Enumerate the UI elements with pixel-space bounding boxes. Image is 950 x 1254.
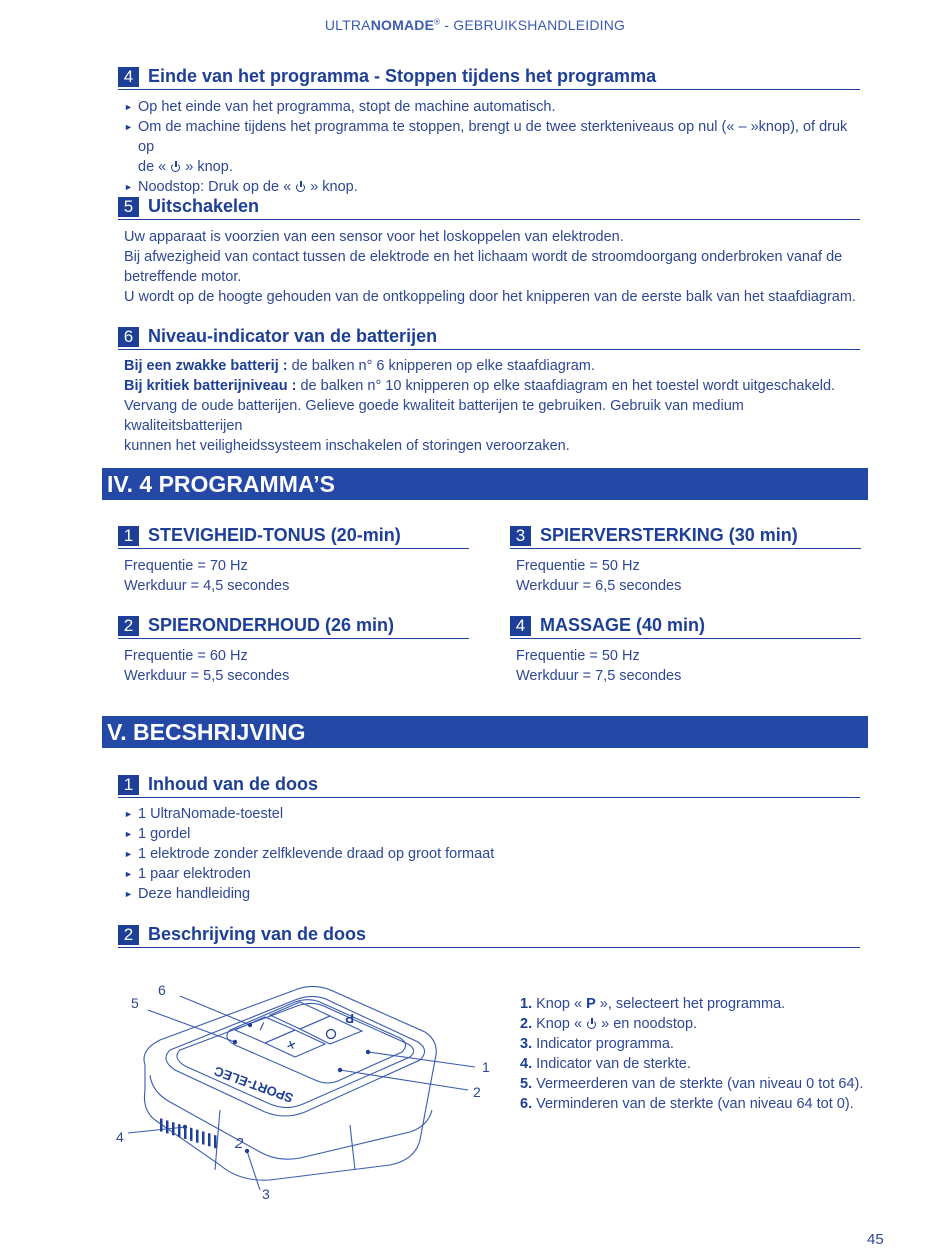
program-number: 1	[118, 526, 139, 546]
program-heading	[118, 526, 469, 549]
program-frequency: Frequentie = 60 Hz	[124, 648, 248, 664]
callout-line-3	[247, 1151, 260, 1190]
device-edge	[150, 1075, 432, 1159]
section-number: 4	[118, 67, 139, 87]
program-heading	[510, 526, 861, 549]
program-number: 3	[510, 526, 531, 546]
section-title: Einde van het programma - Stoppen tijdens het programma	[148, 66, 657, 86]
program-frequency: Frequentie = 50 Hz	[516, 648, 640, 664]
power-icon	[170, 161, 181, 172]
program-details	[516, 646, 681, 686]
page-number: 45	[867, 1231, 884, 1248]
program-title: SPIERVERSTERKING (30 min)	[540, 525, 798, 545]
power-icon	[586, 1018, 597, 1029]
program-number: 4	[510, 616, 531, 636]
section-heading-box-description	[118, 925, 860, 948]
legend-item: 5. Vermeerderen van de sterkte (van niveau 0 tot 64).	[520, 1076, 864, 1092]
program-details	[124, 646, 289, 686]
list-item: ► Noodstop: Druk op de « » knop.	[124, 177, 864, 197]
legend-item: 2. Knop « » en noodstop.	[520, 1016, 698, 1032]
paragraph-line: betreffende motor.	[124, 269, 242, 285]
legend-item: 4. Indicator van de sterkte.	[520, 1056, 691, 1072]
program-duration: Werkduur = 5,5 secondes	[124, 668, 290, 684]
power-icon	[327, 1030, 336, 1039]
section-number: 2	[118, 925, 139, 945]
device-body	[144, 986, 436, 1180]
critical-battery-label: Bij kritiek batterijniveau :	[124, 378, 297, 394]
legend-item: 1. Knop « P », selecteert het programma.	[520, 996, 786, 1012]
callout-line-4	[128, 1127, 185, 1133]
list-item: ► 1 UltraNomade-toestel	[124, 804, 494, 824]
brand-logo: SPORT-ELEC	[212, 1063, 296, 1106]
program-number: 2	[118, 616, 139, 636]
device-legend	[520, 994, 863, 1114]
program-title: MASSAGE (40 min)	[540, 615, 706, 635]
section-title: Beschrijving van de doos	[148, 924, 367, 944]
program-duration: Werkduur = 4,5 secondes	[124, 578, 290, 594]
chapter-band-programs: IV. 4 PROGRAMMA’S	[102, 468, 868, 500]
battery-text: Bij een zwakke batterij : de balken n° 6 knipperen op elke staafdiagram. Bij kritiek batterijniveau : de balken n° 10 knipperen op elke staafdiagram en het toestel wordt uitgeschakeld. Vervang de oude batterijen. Gelieve goede kwaliteit batterijen te gebruiken. Gebruik van medium kwaliteitsbatterijen kunnen het veiligheidssysteem inschakelen of storingen veroorzaken.	[124, 356, 864, 456]
program-details	[124, 556, 289, 596]
program-duration: Werkduur = 6,5 secondes	[516, 578, 682, 594]
callout-3: 3	[262, 1186, 270, 1202]
section-heading-battery	[118, 327, 860, 350]
section-number: 5	[118, 197, 139, 217]
section-number: 1	[118, 775, 139, 795]
list-item: ► Op het einde van het programma, stopt de machine automatisch.	[124, 97, 864, 117]
legend-item: 3. Indicator programma.	[520, 1036, 674, 1052]
callout-line-5	[148, 1010, 235, 1042]
header-subtitle: - GEBRUIKSHANDLEIDING	[440, 17, 626, 33]
list-item: ► 1 elektrode zonder zelfklevende draad op groot formaat	[124, 844, 494, 864]
section-number: 6	[118, 327, 139, 347]
program-heading	[510, 616, 861, 639]
list-item: ► Deze handleiding	[124, 884, 494, 904]
callout-6: 6	[158, 982, 166, 998]
callout-1: 1	[482, 1059, 490, 1075]
indicator-label: 2	[235, 1135, 244, 1152]
switch-off-text	[124, 227, 864, 307]
program-frequency: Frequentie = 70 Hz	[124, 558, 248, 574]
section-heading-stop	[118, 67, 860, 90]
program-title: STEVIGHEID-TONUS (20-min)	[148, 525, 401, 545]
device-illustration	[100, 970, 510, 1210]
power-icon	[295, 181, 306, 192]
section-title: Uitschakelen	[148, 196, 260, 216]
program-duration: Werkduur = 7,5 secondes	[516, 668, 682, 684]
running-header	[0, 17, 950, 33]
list-item: ► Om de machine tijdens het programma te stoppen, brengt u de twee sterkteniveaus op nul (« – »knop), of druk op de « » knop.	[124, 117, 864, 177]
weak-battery-label: Bij een zwakke batterij :	[124, 358, 288, 374]
callout-4: 4	[116, 1129, 124, 1145]
program-title: SPIERONDERHOUD (26 min)	[148, 615, 395, 635]
plus-glyph: +	[282, 1034, 300, 1056]
callout-5: 5	[131, 995, 139, 1011]
callout-line-1	[368, 1052, 475, 1067]
paragraph-line: kunnen het veiligheidssysteem inschakelen of storingen veroorzaken.	[124, 438, 570, 454]
box-contents-list	[124, 804, 494, 904]
list-item: ► 1 gordel	[124, 824, 494, 844]
list-item: ► 1 paar elektroden	[124, 864, 494, 884]
stop-list	[124, 97, 864, 197]
section-title: Inhoud van de doos	[148, 774, 318, 794]
legend-item: 6. Verminderen van de sterkte (van niveau 64 tot 0).	[520, 1096, 854, 1112]
brand-bold: NOMADE	[370, 17, 435, 33]
chapter-band-description: V. BECSHRIJVING	[102, 716, 868, 748]
paragraph-line: U wordt op de hoogte gehouden van de ontkoppeling door het knipperen van de eerste balk van het staafdiagram.	[124, 289, 856, 305]
paragraph-line: Bij afwezigheid van contact tussen de elektrode en het lichaam wordt de stroomdoorgang onderbroken vanaf de	[124, 249, 843, 265]
section-heading-box-contents	[118, 775, 860, 798]
section-heading-switch-off	[118, 197, 860, 220]
section-title: Niveau-indicator van de batterijen	[148, 326, 438, 346]
program-frequency: Frequentie = 50 Hz	[516, 558, 640, 574]
program-details	[516, 556, 681, 596]
callout-2: 2	[473, 1084, 481, 1100]
paragraph-line: Uw apparaat is voorzien van een sensor voor het loskoppelen van elektroden.	[124, 229, 624, 245]
brand-thin: ULTRA	[324, 17, 371, 33]
program-heading	[118, 616, 469, 639]
p-glyph: P	[345, 1011, 354, 1026]
minus-glyph: –	[251, 1018, 271, 1034]
registered-mark: ®	[434, 17, 441, 27]
paragraph-line: Vervang de oude batterijen. Gelieve goede kwaliteit batterijen te gebruiken. Gebruik van medium kwaliteitsbatterijen	[124, 398, 744, 434]
